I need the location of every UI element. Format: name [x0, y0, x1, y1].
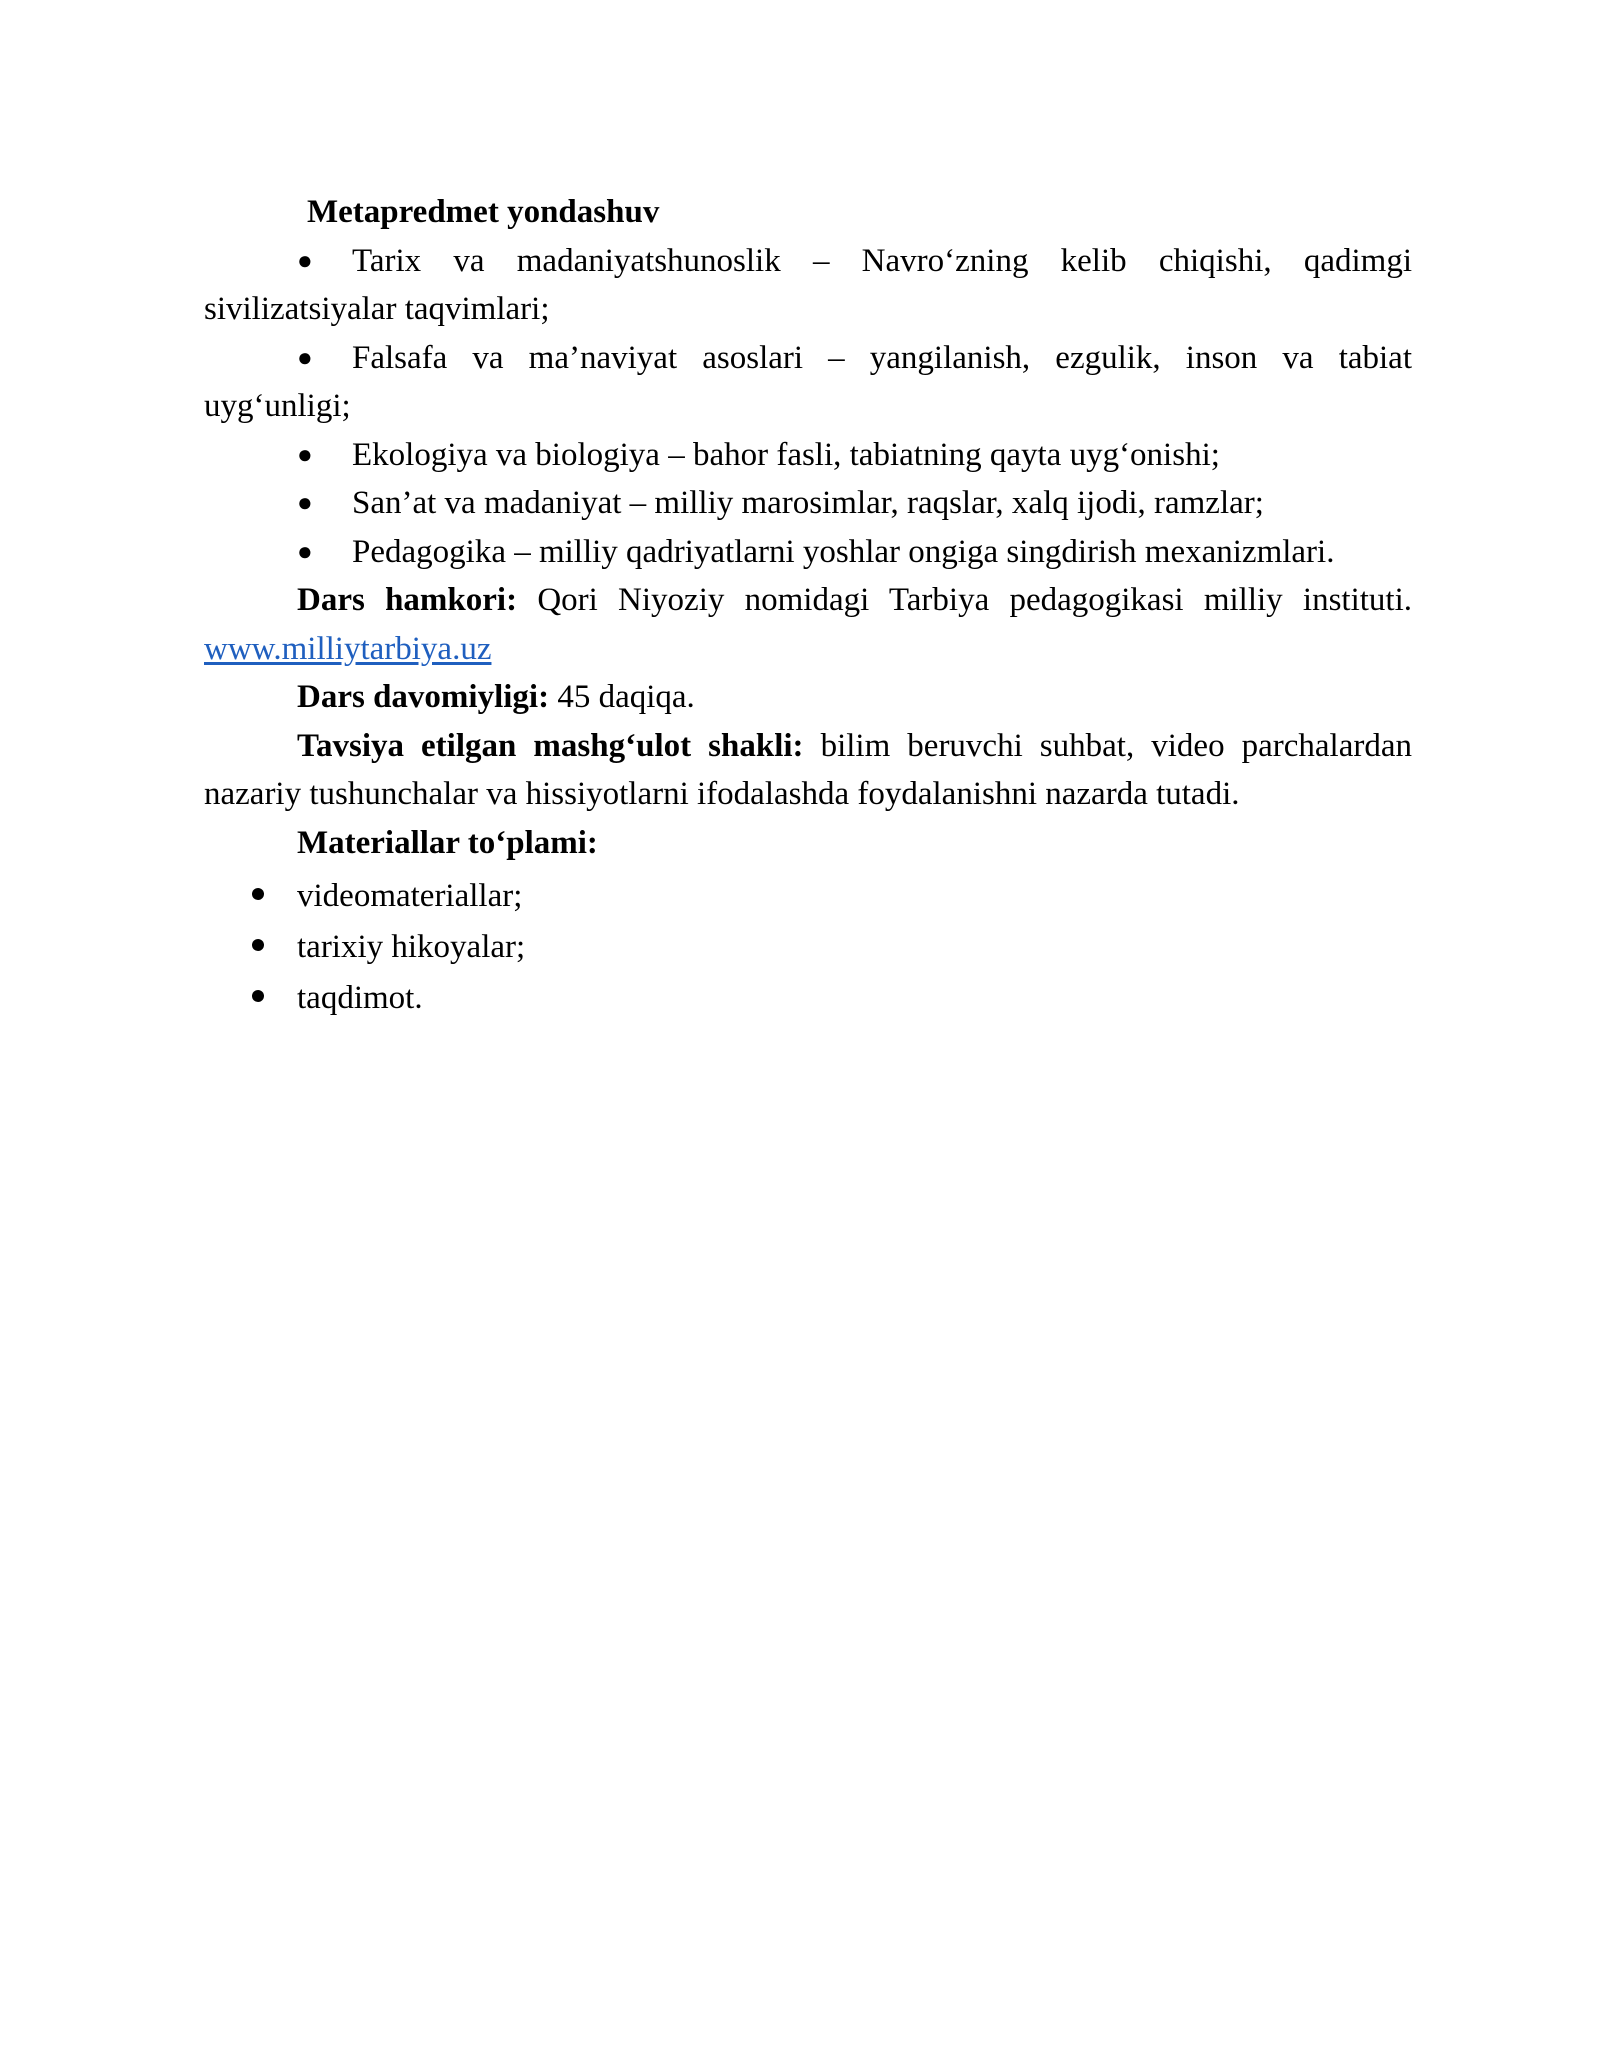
bullet-icon: [252, 990, 264, 1002]
bullet-icon: ●: [297, 439, 313, 469]
list-item: tarixiy hikoyalar;: [204, 922, 1412, 973]
materiallar-list: [204, 871, 1412, 1024]
mashgulot-shakli-label: Tavsiya etilgan mashg‘ulot shakli:: [297, 727, 804, 764]
mashgulot-shakli-paragraph: [204, 722, 1412, 819]
metapredmet-item: ● Pedagogika – milliy qadriyatlarni yoshlar ongiga singdirish mexanizmlari.: [204, 528, 1412, 577]
document-page: [204, 188, 1412, 1024]
dars-davomiyligi-paragraph: [204, 673, 1412, 722]
materiallar-heading: Materiallar to‘plami:: [297, 824, 598, 861]
metapredmet-item: ● Falsafa va ma’naviyat asoslari – yangilanish, ezgulik, inson va tabiat uyg‘unligi;: [204, 334, 1412, 431]
mashgulot-shakli-text: bilim beruvchi suhbat, video parchalardan nazariy tushunchalar va hissiyotlarni ifodalashda foydalanishni nazarda tutadi.: [204, 727, 1412, 812]
dars-hamkori-paragraph: [204, 576, 1412, 673]
bullet-icon: ●: [297, 536, 313, 566]
list-item: videomateriallar;: [204, 871, 1412, 922]
metapredmet-item: ● Ekologiya va biologiya – bahor fasli, tabiatning qayta uyg‘onishi;: [204, 431, 1412, 480]
bullet-icon: [252, 888, 264, 900]
bullet-icon: ●: [297, 342, 313, 372]
metapredmet-item: ● San’at va madaniyat – milliy marosimlar, raqslar, xalq ijodi, ramzlar;: [204, 479, 1412, 528]
dars-davomiyligi-text: 45 daqiqa.: [549, 679, 695, 715]
dars-hamkori-text: Qori Niyoziy nomidagi Tarbiya pedagogikasi milliy instituti.: [517, 582, 1413, 618]
list-item: taqdimot.: [204, 973, 1412, 1024]
dars-davomiyligi-label: Dars davomiyligi:: [297, 679, 550, 715]
bullet-icon: ●: [297, 245, 313, 275]
bullet-icon: [252, 939, 264, 951]
dars-hamkori-label: Dars hamkori:: [297, 582, 518, 618]
metapredmet-heading: Metapredmet yondashuv: [307, 194, 660, 230]
milliytarbiya-link[interactable]: www.milliytarbiya.uz: [204, 630, 492, 667]
metapredmet-item: ● Tarix va madaniyatshunoslik – Navro‘zning kelib chiqishi, qadimgi sivilizatsiyalar taqvimlari;: [204, 237, 1412, 334]
bullet-icon: ●: [297, 488, 313, 517]
